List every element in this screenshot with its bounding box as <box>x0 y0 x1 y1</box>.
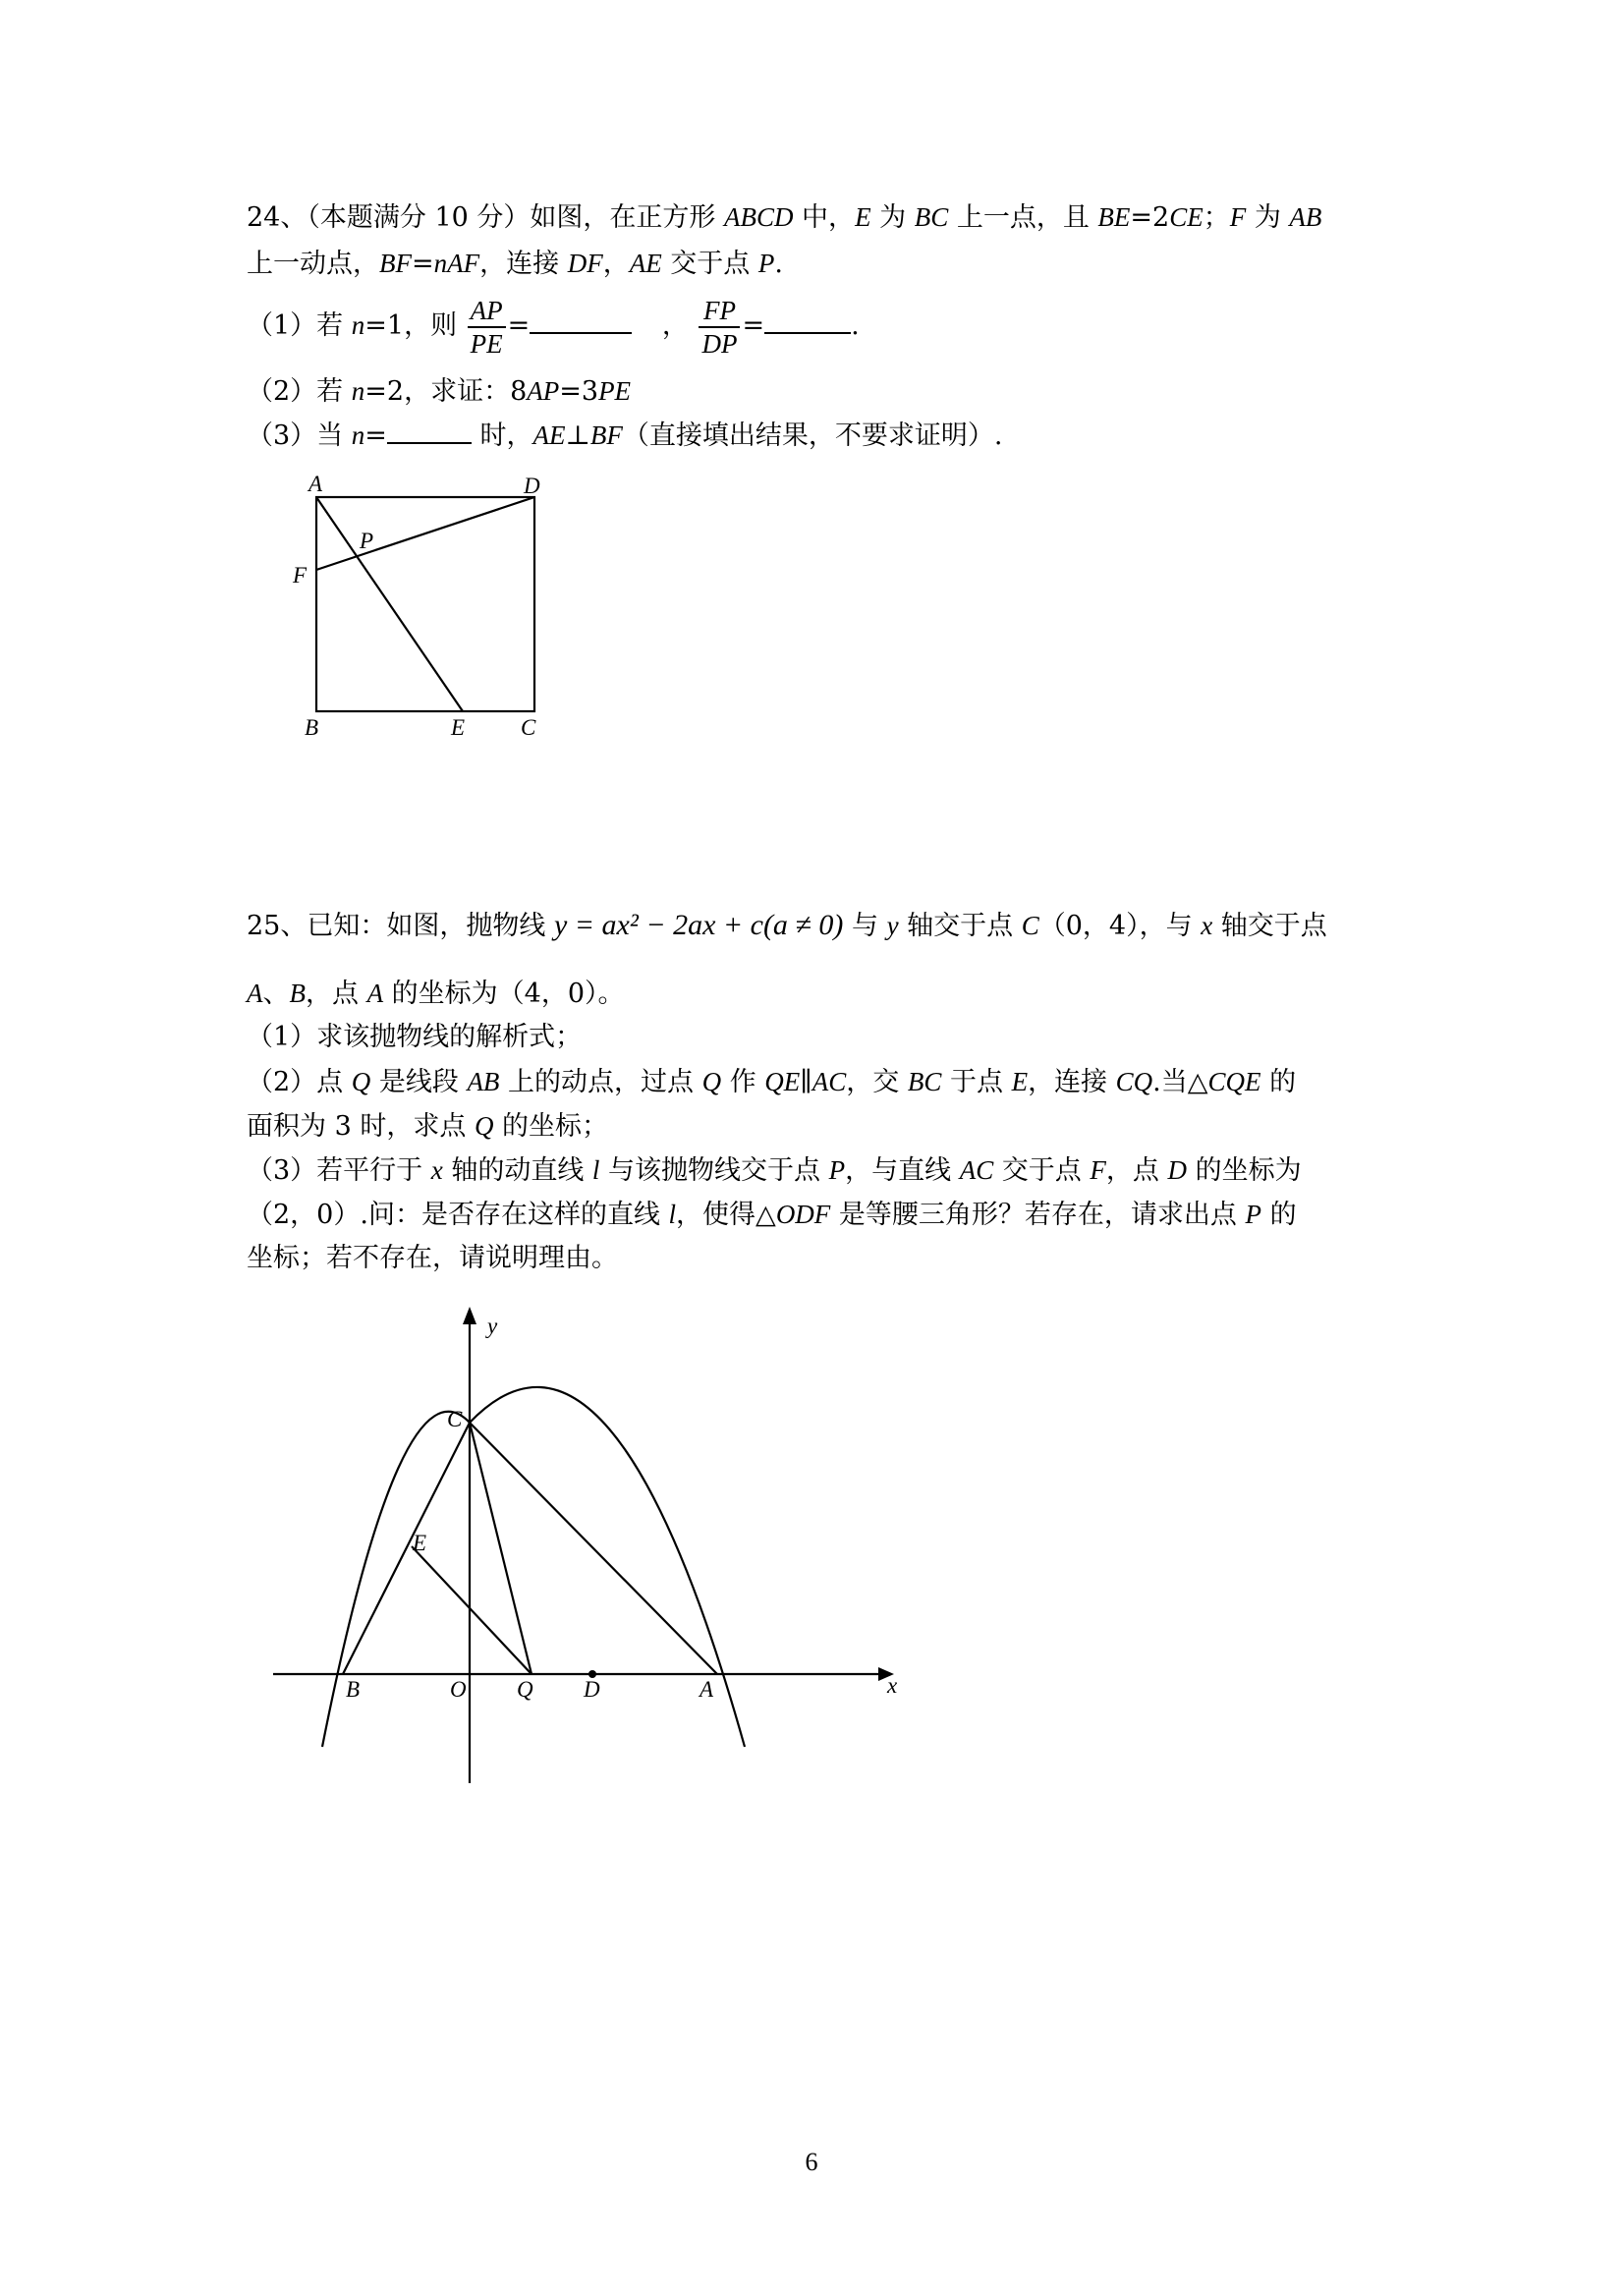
math-var: B <box>289 979 306 1008</box>
equals-sign: = <box>742 310 765 341</box>
segment-ca <box>470 1423 717 1674</box>
page-number: 6 <box>805 2148 818 2176</box>
label-b: B <box>346 1677 361 1702</box>
q24-text: 为 <box>1246 202 1290 233</box>
math-var: ODF <box>775 1200 831 1229</box>
math-var: AE <box>532 420 566 450</box>
math-var: BF <box>589 420 623 450</box>
equals-sign: = <box>507 310 531 341</box>
q25-text: ，与直线 <box>845 1155 960 1186</box>
q24-text: （1）若 <box>247 310 352 341</box>
parabola-figure <box>273 1307 894 1783</box>
label-f: F <box>293 563 308 588</box>
q24-text: = <box>364 420 387 451</box>
q24-text: 交于点 <box>661 249 758 279</box>
math-var: n <box>351 420 365 450</box>
label-c: C <box>521 715 536 740</box>
segment-eq <box>412 1546 532 1674</box>
math-var: Q <box>701 1067 722 1096</box>
math-var: AC <box>812 1067 847 1096</box>
math-var: CQE <box>1207 1067 1261 1096</box>
fraction-denominator: PE <box>470 328 503 359</box>
math-var: QE <box>764 1067 801 1096</box>
math-var: P <box>828 1155 846 1185</box>
math-var: P <box>757 249 775 278</box>
q24-text: 24、（本题满分 10 分）如图，在正方形 <box>247 202 724 233</box>
q25-text: 上的动点，过点 <box>499 1067 702 1097</box>
math-var: A <box>247 979 263 1008</box>
math-var: PE <box>598 376 632 406</box>
q25-text: 的坐标为（4，0）。 <box>383 979 625 1009</box>
q24-text: （直接填出结果，不要求证明）. <box>622 420 1003 451</box>
q25-text: 的坐标为 <box>1186 1155 1302 1186</box>
q24-text: ； <box>1203 202 1230 233</box>
q25-text: ，连接 <box>1028 1067 1116 1097</box>
q25-text: 面积为 3 时，求点 <box>247 1111 475 1142</box>
math-var: l <box>591 1155 600 1185</box>
q24-text: 上一动点， <box>247 249 379 279</box>
math-var: F <box>1229 202 1247 232</box>
segment-cq <box>470 1423 532 1674</box>
q25-text: 轴的动直线 <box>442 1155 592 1186</box>
math-var: n <box>351 310 365 340</box>
q24-text: ， <box>661 310 689 341</box>
math-var: BE <box>1097 202 1131 232</box>
q24-text: 上一点，且 <box>948 202 1098 233</box>
q25-text: 作 <box>721 1067 765 1097</box>
q24-text: =2 <box>1130 202 1170 233</box>
q25-text: （2，0）.问：是否存在这样的直线 <box>247 1200 669 1230</box>
q24-text: 时， <box>471 420 533 451</box>
q25-text: 的 <box>1260 1067 1297 1097</box>
q25-text: 的 <box>1260 1200 1297 1230</box>
segment-bc <box>343 1423 470 1674</box>
label-d: D <box>584 1677 600 1702</box>
math-var: x <box>1201 911 1213 940</box>
math-var: ABCD <box>723 202 794 232</box>
label-q: Q <box>517 1677 533 1702</box>
label-y: y <box>487 1314 498 1338</box>
math-var: AP <box>527 376 560 406</box>
q25-text: 轴交于点 <box>1212 911 1327 941</box>
q25-text: 与 <box>851 911 887 941</box>
math-var: AB <box>467 1067 500 1096</box>
q25-text: （1）求该抛物线的解析式； <box>247 1022 583 1052</box>
label-a: A <box>308 472 323 496</box>
math-var: nAF <box>433 249 480 278</box>
math-var: Q <box>474 1111 494 1141</box>
fraction-numerator: AP <box>468 295 506 328</box>
math-var: BF <box>379 249 412 278</box>
parabola-curve <box>322 1387 745 1747</box>
label-d: D <box>524 474 540 498</box>
q25-text: 是线段 <box>370 1067 468 1097</box>
label-a: A <box>700 1677 714 1702</box>
q25-text: 于点 <box>941 1067 1012 1097</box>
q25-text: 与该抛物线交于点 <box>599 1155 829 1186</box>
q25-text: （2）点 <box>247 1067 352 1097</box>
label-p: P <box>360 529 374 553</box>
label-x: x <box>887 1673 898 1698</box>
q24-text: （2）若 <box>247 376 352 407</box>
math-var: BC <box>914 202 949 232</box>
q24-text: . <box>851 310 860 341</box>
q25-text: 的坐标； <box>493 1111 609 1142</box>
label-e: E <box>413 1531 427 1555</box>
math-var: Q <box>351 1067 371 1096</box>
q25-text: （3）若平行于 <box>247 1155 431 1186</box>
math-var: BC <box>907 1067 942 1096</box>
q24-text: =2，求证：8 <box>364 376 528 407</box>
q25-text: 、 <box>262 979 290 1009</box>
q24-text: （3）当 <box>247 420 352 451</box>
math-var: AE <box>629 249 662 278</box>
math-var: CQ <box>1115 1067 1153 1096</box>
q25-text: ，点 <box>306 979 367 1009</box>
q25-text: （0，4），与 <box>1038 911 1202 941</box>
q25-text: 轴交于点 <box>898 911 1022 941</box>
q25-text: .当△ <box>1152 1067 1208 1097</box>
fraction-numerator: FP <box>699 295 740 328</box>
q24-text: = <box>412 249 434 279</box>
q25-text: ，点 <box>1105 1155 1168 1186</box>
math-var: CE <box>1169 202 1203 232</box>
q24-text: 为 <box>870 202 915 233</box>
q24-text: =1，则 <box>364 310 458 341</box>
math-var: D <box>1167 1155 1187 1185</box>
math-var: DF <box>567 249 603 278</box>
label-o: O <box>450 1677 467 1702</box>
math-var: C <box>1021 911 1039 940</box>
math-var: n <box>351 376 365 406</box>
math-var: E <box>1011 1067 1029 1096</box>
label-e: E <box>451 715 466 740</box>
square-figure <box>316 497 534 711</box>
q25-text: 25、已知：如图，抛物线 <box>247 911 554 941</box>
math-var: E <box>855 202 871 232</box>
segment-fd <box>316 497 534 570</box>
parabola-labels <box>346 1314 898 1702</box>
y-axis-arrow-icon <box>463 1307 476 1324</box>
q25-text: ，使得△ <box>676 1200 776 1230</box>
q25-text: 坐标；若不存在，请说明理由。 <box>247 1243 618 1273</box>
perpendicular-symbol: ⊥ <box>565 420 590 451</box>
parallel-symbol: ∥ <box>800 1067 812 1097</box>
label-b: B <box>305 715 319 740</box>
q25-text: ，交 <box>846 1067 908 1097</box>
label-c: C <box>447 1407 463 1431</box>
math-var: AC <box>959 1155 994 1185</box>
math-var: AB <box>1289 202 1322 232</box>
math-var: P <box>1245 1200 1261 1229</box>
parabola-equation: y = ax² − 2ax + c(a ≠ 0) <box>553 909 844 941</box>
math-var: l <box>668 1200 677 1229</box>
q24-text: 中， <box>793 202 856 233</box>
math-var: F <box>1090 1155 1106 1185</box>
math-var: A <box>366 979 384 1008</box>
math-var: y <box>886 911 899 940</box>
fraction-denominator: DP <box>701 328 738 359</box>
q25-text: 是等腰三角形？若存在，请求出点 <box>830 1200 1246 1230</box>
square-labels <box>292 472 540 740</box>
q24-text: =3 <box>559 376 599 407</box>
math-var: x <box>430 1155 443 1185</box>
square-abcd <box>316 497 534 711</box>
q25-text: 交于点 <box>993 1155 1091 1186</box>
q24-text: ，连接 <box>479 249 568 279</box>
q24-text: ， <box>602 249 630 279</box>
q24-text: . <box>774 249 783 279</box>
